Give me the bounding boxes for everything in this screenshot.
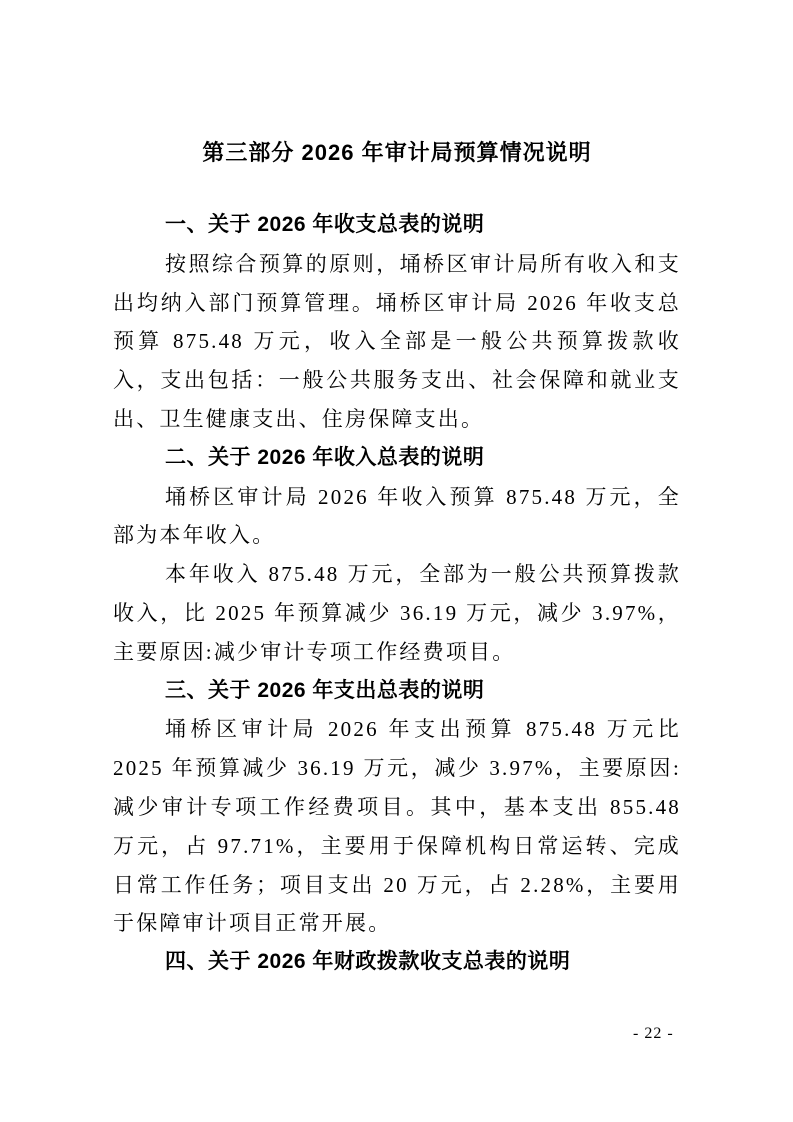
paragraph: 本年收入 875.48 万元，全部为一般公共预算拨款收入，比 2025 年预算减少 36.19 万元，减少 3.97%，主要原因:减少审计专项工作经费项目。 [113,562,681,664]
page-number: - 22 - [633,1025,674,1042]
section-heading-2: 二、关于 2026 年收入总表的说明 [165,445,485,469]
section-heading-3: 三、关于 2026 年支出总表的说明 [165,678,485,702]
paragraph: 按照综合预算的原则，埇桥区审计局所有收入和支出均纳入部门预算管理。埇桥区审计局 2026 年收支总预算 875.48 万元，收入全部是一般公共预算拨款收入，支出包括：一般公共服务支出、社会保障和就业支出、卫生健康支出、住房保障支出。 [113,251,681,431]
section-heading-4: 四、关于 2026 年财政拨款收支总表的说明 [165,950,571,974]
section-heading-1: 一、关于 2026 年收支总表的说明 [165,213,485,236]
page-title: 第三部分 2026 年审计局预算情况说明 [202,140,592,165]
document-body [113,206,681,982]
paragraph: 埇桥区审计局 2026 年支出预算 875.48 万元比 2025 年预算减少 36.19 万元，减少 3.97%，主要原因:减少审计专项工作经费项目。其中，基本支出 855.48 万元，占 97.71%，主要用于保障机构日常运转、完成日常工作任务；项目支出 20 万元，占 2.28%，主要用于保障审计项目正常开展。 [113,717,681,936]
paragraph: 埇桥区审计局 2026 年收入预算 875.48 万元，全部为本年收入。 [113,484,681,548]
